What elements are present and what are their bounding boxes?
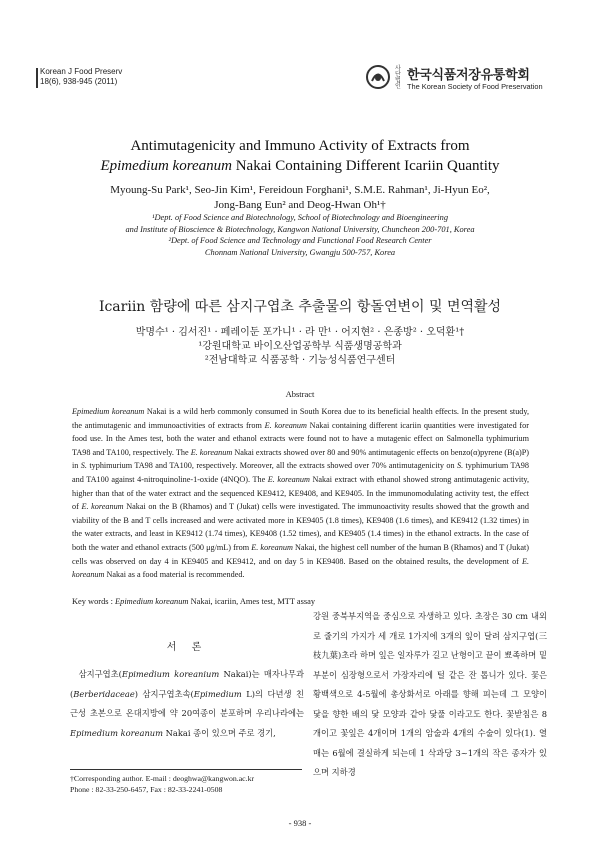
abstract-species: Epimedium koreanum [72, 407, 145, 416]
intro-text-d: L)의 다년생 친근성 초본으로 온대지방에 약 20여종이 분포하며 우리나라에는 [70, 688, 305, 718]
section-heading-introduction: 서 론 [166, 642, 208, 653]
footnote [70, 773, 304, 795]
abstract-species-3: E. koreanum [190, 447, 233, 457]
korean-title: Icariin 함량에 따른 삼지구엽초 추출물의 항돌연변이 및 면역활성 [98, 299, 502, 315]
title-line-2 [0, 156, 600, 176]
abstract-genus-4: S. [80, 461, 87, 471]
body-column-left [70, 665, 304, 743]
title-line-1: Antimutagenicity and Immuno Activity of Extracts from [130, 138, 470, 154]
journal-name: Korean J Food Preserv [40, 67, 123, 76]
abstract-species-6: E. koreanum [267, 474, 310, 484]
abstract-heading: Abstract [285, 389, 315, 399]
society-logo-block [365, 64, 565, 94]
korean-authors [0, 326, 600, 368]
journal-volume: 18(6), 938-945 (2011) [40, 77, 118, 86]
society-name-english: The Korean Society of Food Preservation [407, 82, 543, 91]
abstract-body [72, 405, 529, 582]
society-small-label: 사단법인 [395, 66, 401, 90]
affiliation-line-4: Chonnam National University, Gwangju 500-757, Korea [204, 247, 396, 257]
intro-family: Berberidaceae [73, 688, 135, 699]
abstract-text-7: Nakai on the B (Rhamos) and T (Jukat) cells were investigated. The immunoactivity results showed that the growth and viability of the B and T cells increased and were activated more in KE9405 (1.8 times), KE9408 (1.6 times), and KE9412 (1.32 times) in the water extracts, and least in KE9412 (1.74 times), KE9408 (1.52 times), and KE9405 (1.4 times) in the ethanol extracts. In the case of both the water and ethanol extracts (500 μg/mL) from [72, 502, 529, 552]
title-line-2-rest: Nakai Containing Different Icariin Quantity [231, 158, 500, 174]
intro-paragraph-right: 강원 중북부지역을 중심으로 자생하고 있다. 초장은 30 cm 내외로 줄기의 가지가 세 개로 1가지에 3개의 잎이 달려 삼지구엽(三枝九葉)초라 하며 잎은 일자루가 길고 난형이고 끝이 뾰족하며 밑 부분이 심장형으로서 가장자리에 털 같은 잔 톱니가 있다. 꽃은 황백색으로 4-5월에 총상화서로 아래를 향해 피는데 그 모양이 닻을 향한 배의 닻 모양과 같아 닻풀 이라고도 한다. 꽃받침은 8개이고 꽃잎은 4개이며 1개의 암술과 4개의 수술이 있다(1). 열매는 6월에 결실하게 되는데 1 삭과당 3~1개의 작은 종자가 있으며 지하경 [313, 611, 547, 777]
korean-affiliation-2: ²전남대학교 식품공학 · 기능성식품연구센터 [204, 355, 396, 366]
journal-citation [40, 67, 122, 87]
intro-paragraph-left [70, 665, 304, 743]
citation-bar [36, 68, 38, 88]
abstract-paragraph [72, 405, 529, 582]
intro-text-b: Nakai)는 매자나무과 ( [70, 669, 304, 699]
korean-authors-line: 박명수¹ · 김서진¹ · 페레이둔 포가니¹ · 라 만¹ · 어지현² · 은종방² · 오덕환¹† [135, 327, 465, 338]
footnote-rule [70, 769, 302, 770]
affiliation-line-1: ¹Dept. of Food Science and Biotechnology, School of Biotechnology and Bioengineering [151, 213, 449, 222]
affiliations [0, 212, 600, 258]
abstract-text-3: Nakai extracts showed over 80 and 90% antimutagenic effects on benzo(α)pyrene (B(a)P) in [72, 447, 529, 471]
title-species: Epimedium koreanum [100, 158, 232, 174]
abstract-text-5: typhimurium TA98 and TA100 against 4-nitroquinoline-1-oxide (4NQO). The [72, 461, 529, 484]
abstract-text-6: Nakai extract with ethanol showed strong antimutagenic activity, higher than that of the water extract and the sequenced KE9412, KE9408, and KE9405. In the immunomodulating activity test, the effect of [72, 474, 529, 512]
intro-text-a: 삼지구엽초( [78, 669, 122, 679]
intro-species-1: Epimedium koreanium [121, 669, 220, 679]
keywords-label: Key words : [72, 597, 116, 606]
society-name-korean: 한국식품저장유통학회 [407, 68, 530, 83]
keywords-list: Nakai, icariin, Ames test, MTT assay [188, 597, 316, 606]
korean-affiliation-1: ¹강원대학교 바이오산업공학부 식품생명공학과 [198, 341, 402, 352]
page-number: - 938 - [288, 818, 312, 828]
abstract-species-8: E. koreanum [251, 542, 293, 552]
affiliation-line-3: ²Dept. of Food Science and Technology and Functional Food Research Center [168, 236, 432, 245]
intro-species-2: Epimedium koreanum [70, 727, 164, 738]
intro-genus: Epimedium [193, 688, 242, 699]
body-column-right [313, 607, 547, 783]
abstract-genus-5: S. [456, 461, 464, 471]
keywords [72, 597, 532, 606]
footnote-line-2: Phone : 82-33-250-6457, Fax : 82-33-2241-0508 [70, 785, 223, 794]
abstract-species-2: E. koreanum [264, 420, 307, 430]
society-logo-icon [365, 64, 391, 90]
keywords-species: Epimedium koreanum [115, 597, 189, 606]
footnote-line-1: †Corresponding author. E-mail : deoghwa@kangwon.ac.kr [70, 774, 255, 783]
authors-line-1: Myoung-Su Park¹, Seo-Jin Kim¹, Fereidoun Forghani¹, S.M.E. Rahman¹, Ji-Hyun Eo², [110, 184, 490, 196]
author-list [0, 183, 600, 213]
affiliation-line-2: and Institute of Bioscience & Biotechnology, Kangwon National University, Chuncheon 200-701, Korea [125, 224, 475, 234]
intro-text-c: ) 삼지구엽초속( [134, 688, 194, 699]
abstract-text-4: typhimurium TA98 and TA100, respectively. Moreover, all the extracts showed over 70% antimutagenicity on [86, 461, 457, 471]
abstract-text-8: Nakai, the highest cell number of the human B (Rhamos) and T (Jukat) cells was observed on day 4 in KE9405 and KE9412, and on day 5 in KE9408. Based on the obtained results, the development of [72, 542, 529, 566]
abstract-text-1: Nakai is a wild herb commonly consumed in South Korea due to its beneficial health effects. In the present study, the antimutagenic and immunoactivities of extracts from [72, 407, 529, 430]
authors-line-2: Jong-Bang Eun² and Deog-Hwan Oh¹† [214, 199, 386, 211]
intro-text-e: Nakai 종이 있으며 주로 경기, [163, 727, 276, 738]
abstract-text-9: Nakai as a food material is recommended. [104, 570, 245, 580]
abstract-text-2: Nakai containing different icariin quantities were investigated for food use. In the Ames test, both the water and ethanol extracts were found not to have a mutagenic effect on Salmonella typhimurium TA98 and TA100, respectively. The [72, 420, 529, 457]
abstract-species-9: E. koreanum [72, 556, 529, 580]
paper-title [0, 136, 600, 176]
abstract-species-7: E. koreanum [81, 502, 124, 512]
